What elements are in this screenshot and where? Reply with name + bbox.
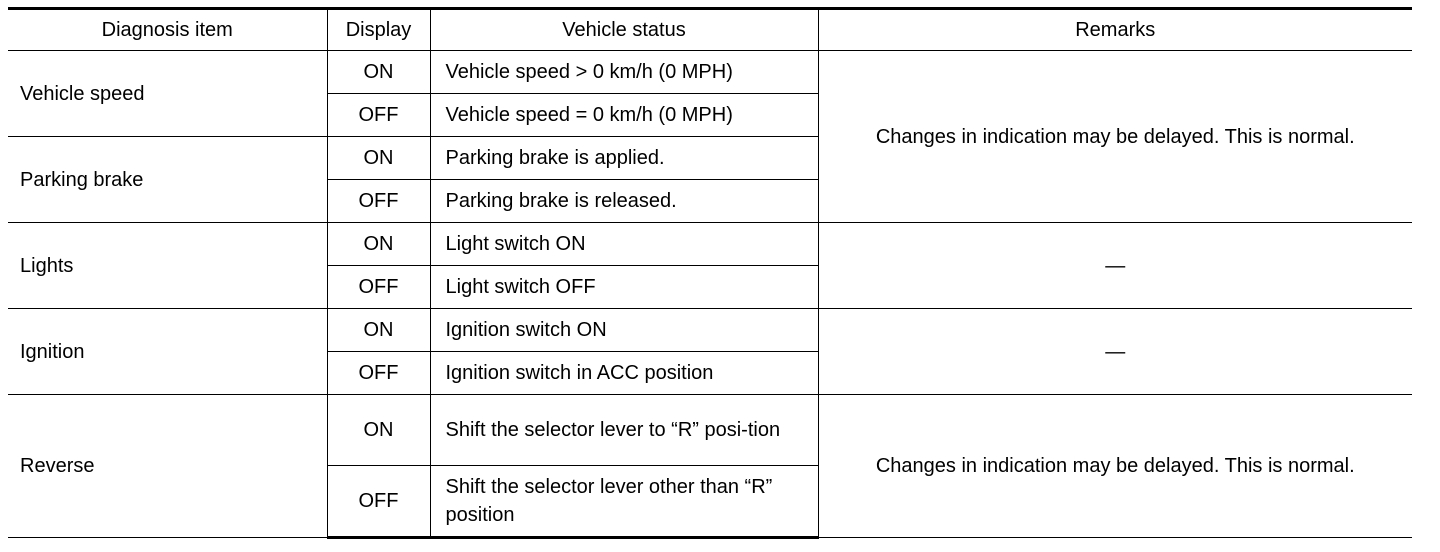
vehicle-status: Ignition switch ON: [430, 309, 818, 352]
remark-ignition: —: [818, 309, 1412, 395]
item-parking-brake: Parking brake: [8, 137, 327, 223]
item-ignition: Ignition: [8, 309, 327, 395]
header-vehicle-status: Vehicle status: [430, 9, 818, 51]
vehicle-status: Vehicle speed > 0 km/h (0 MPH): [430, 51, 818, 94]
table-row: [8, 309, 1412, 352]
header-diagnosis-item: Diagnosis item: [8, 9, 327, 51]
table-row: [8, 223, 1412, 266]
vehicle-status: Light switch ON: [430, 223, 818, 266]
vehicle-status: Ignition switch in ACC position: [430, 352, 818, 395]
vehicle-status: Shift the selector lever to “R” posi-tion: [430, 395, 818, 466]
item-reverse: Reverse: [8, 395, 327, 538]
table-header-row: [8, 9, 1412, 51]
display-value: ON: [327, 51, 430, 94]
display-value: ON: [327, 395, 430, 466]
vehicle-status: Light switch OFF: [430, 266, 818, 309]
display-value: OFF: [327, 94, 430, 137]
display-value: ON: [327, 309, 430, 352]
remark-delay: Changes in indication may be delayed. This is normal.: [818, 51, 1412, 223]
diagnosis-table-container: [8, 7, 1412, 539]
header-remarks: Remarks: [818, 9, 1412, 51]
diagnosis-table: [8, 7, 1412, 539]
vehicle-status: Shift the selector lever other than “R” position: [430, 466, 818, 538]
remark-reverse: Changes in indication may be delayed. This is normal.: [818, 395, 1412, 538]
header-display: Display: [327, 9, 430, 51]
item-vehicle-speed: Vehicle speed: [8, 51, 327, 137]
display-value: OFF: [327, 180, 430, 223]
display-value: OFF: [327, 352, 430, 395]
table-row: [8, 395, 1412, 466]
display-value: OFF: [327, 266, 430, 309]
display-value: ON: [327, 223, 430, 266]
table-row: [8, 51, 1412, 94]
display-value: ON: [327, 137, 430, 180]
display-value: OFF: [327, 466, 430, 538]
vehicle-status: Parking brake is released.: [430, 180, 818, 223]
item-lights: Lights: [8, 223, 327, 309]
vehicle-status: Parking brake is applied.: [430, 137, 818, 180]
vehicle-status: Vehicle speed = 0 km/h (0 MPH): [430, 94, 818, 137]
remark-lights: —: [818, 223, 1412, 309]
